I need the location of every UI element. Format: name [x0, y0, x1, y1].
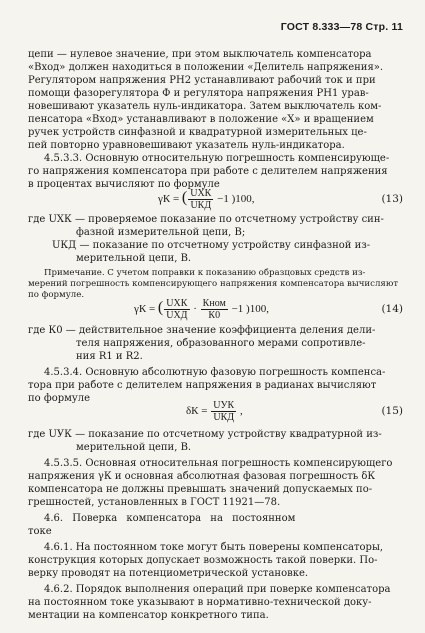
denominator: UКД — [213, 412, 235, 423]
text-line: ментации на компенсатор конкретного типа. — [28, 610, 269, 621]
text-line: 4.5.3.4. Основную абсолютную фазовую погрешность компенса- — [44, 367, 386, 378]
where-line: где UУК — показание по отсчетному устройству квадратурной из- — [28, 429, 382, 440]
text-line: компенсатора не должны превышать значений допускаемых по- — [28, 484, 373, 495]
where-line — [28, 213, 403, 226]
section-heading: токе — [28, 526, 52, 537]
text-line: по формуле — [28, 393, 91, 404]
note-line: по формуле. — [28, 290, 85, 300]
text-line: ручек устройств синфазной и квадратурной измерительных це- — [28, 127, 367, 138]
note-line: мерений погрешность компенсирующего напряжения компенсатора вычисляют — [28, 279, 399, 289]
note-line: Примечание. С учетом поправки к показанию образцовых средств из- — [44, 268, 366, 278]
where-line: фазной измерительной цепи, В; — [76, 227, 246, 238]
text-line: в процентах вычисляют по формуле — [28, 179, 220, 190]
where-line: мерительной цепи, В. — [76, 253, 192, 264]
where-line: ния R1 и R2. — [76, 351, 143, 362]
fraction — [201, 298, 228, 321]
where-symbol: где UХК — [28, 214, 72, 225]
text-line: верку проводят на потенциометрической установке. — [28, 568, 309, 579]
where-text: — проверяемое показание по отсчетному устройству син- — [74, 214, 384, 225]
text-line: напряжения γК и основная абсолютная фазовая погрешность δК — [28, 471, 376, 482]
text-line: «Вход» должен находиться в положении «Делитель напряжения». — [28, 62, 384, 73]
where-symbol: UКД — [52, 240, 77, 251]
formula-lhs: δК = — [186, 405, 208, 418]
text-line: го напряжения компенсатора при работе с делителем напряжения — [28, 166, 388, 177]
page-header: ГОСТ 8.333—78 Стр. 11 — [280, 21, 403, 33]
numerator: Кном — [202, 298, 226, 309]
text-line: пенсатора «Вход» устанавливают в положение «Х» и вращением — [28, 114, 374, 125]
text-line: новешивают указатель нуль-индикатора. Затем выключатель ком- — [28, 101, 382, 112]
text-line: 4.5.3.3. Основную относительную погрешность компенсирующе- — [44, 153, 390, 164]
fraction — [164, 298, 189, 321]
text-line: цепи — нулевое значение, при этом выключатель компенсатора — [28, 49, 372, 60]
formula-rest: −1 )100, — [231, 303, 269, 316]
formula-14: γК = ( $\frac{\text{UХК}}{\text{UХД}}$ · $\frac{\text{Кном}}{К0}$ −1 )100, — [134, 298, 269, 321]
denominator: К0 — [208, 310, 221, 321]
text-line: на постоянном токе указывают в нормативно-технической доку- — [28, 597, 372, 608]
equation-number: (13) — [381, 193, 403, 205]
text-line: 4.5.3.5. Основная относительная погрешность компенсирующего — [44, 458, 393, 469]
text-line: 4.6.2. Порядок выполнения операций при поверке компенсатора — [44, 584, 391, 595]
equation-number: (15) — [381, 405, 403, 417]
section-heading: 4.6. Поверка компенсатора на постоянном — [44, 513, 296, 524]
text-line: пей повторно уравновешивают указатель нуль-индикатора. — [28, 140, 345, 151]
numerator: UУК — [213, 400, 235, 411]
formula-15 — [186, 400, 243, 423]
fraction — [211, 400, 236, 423]
where-text: — показание по отсчетному устройству синфазной из- — [79, 240, 371, 251]
formula-13: γК = ( $\frac{\text{UХК}}{\text{UКД}}$ −1 )100, — [158, 188, 255, 211]
denominator: UХД — [166, 310, 188, 321]
text-line: тора при работе с делителем напряжения в радианах вычисляют — [28, 380, 377, 391]
where-line: теля напряжения, образованного мерами сопротивле- — [76, 338, 366, 349]
formula-rest: , — [239, 405, 243, 418]
formula-rest: −1 )100, — [217, 193, 255, 206]
text-line: грешностей, установленных в ГОСТ 11921—78. — [28, 497, 281, 508]
denominator: UКД — [190, 200, 212, 211]
where-line: мерительной цепи, В. — [76, 442, 192, 453]
numerator: UХК — [190, 188, 212, 199]
where-line: где К0 — действительное значение коэффициента деления дели- — [28, 325, 376, 336]
where-line — [52, 239, 403, 252]
formula-lhs: γК = — [158, 193, 180, 206]
formula-lhs: γК = — [134, 303, 156, 316]
text-line: конструкция которых допускает возможность такой поверки. По- — [28, 555, 378, 566]
fraction — [188, 188, 213, 211]
numerator: UХК — [164, 298, 189, 310]
text-line: 4.6.1. На постоянном токе могут быть поверены компенсаторы, — [44, 542, 384, 553]
text-line: помощи фазорегулятора Ф и регулятора напряжения РН1 урав- — [28, 88, 369, 99]
equation-number: (14) — [381, 303, 403, 315]
text-line: Регулятором напряжения РН2 устанавливают рабочий ток и при — [28, 75, 376, 86]
